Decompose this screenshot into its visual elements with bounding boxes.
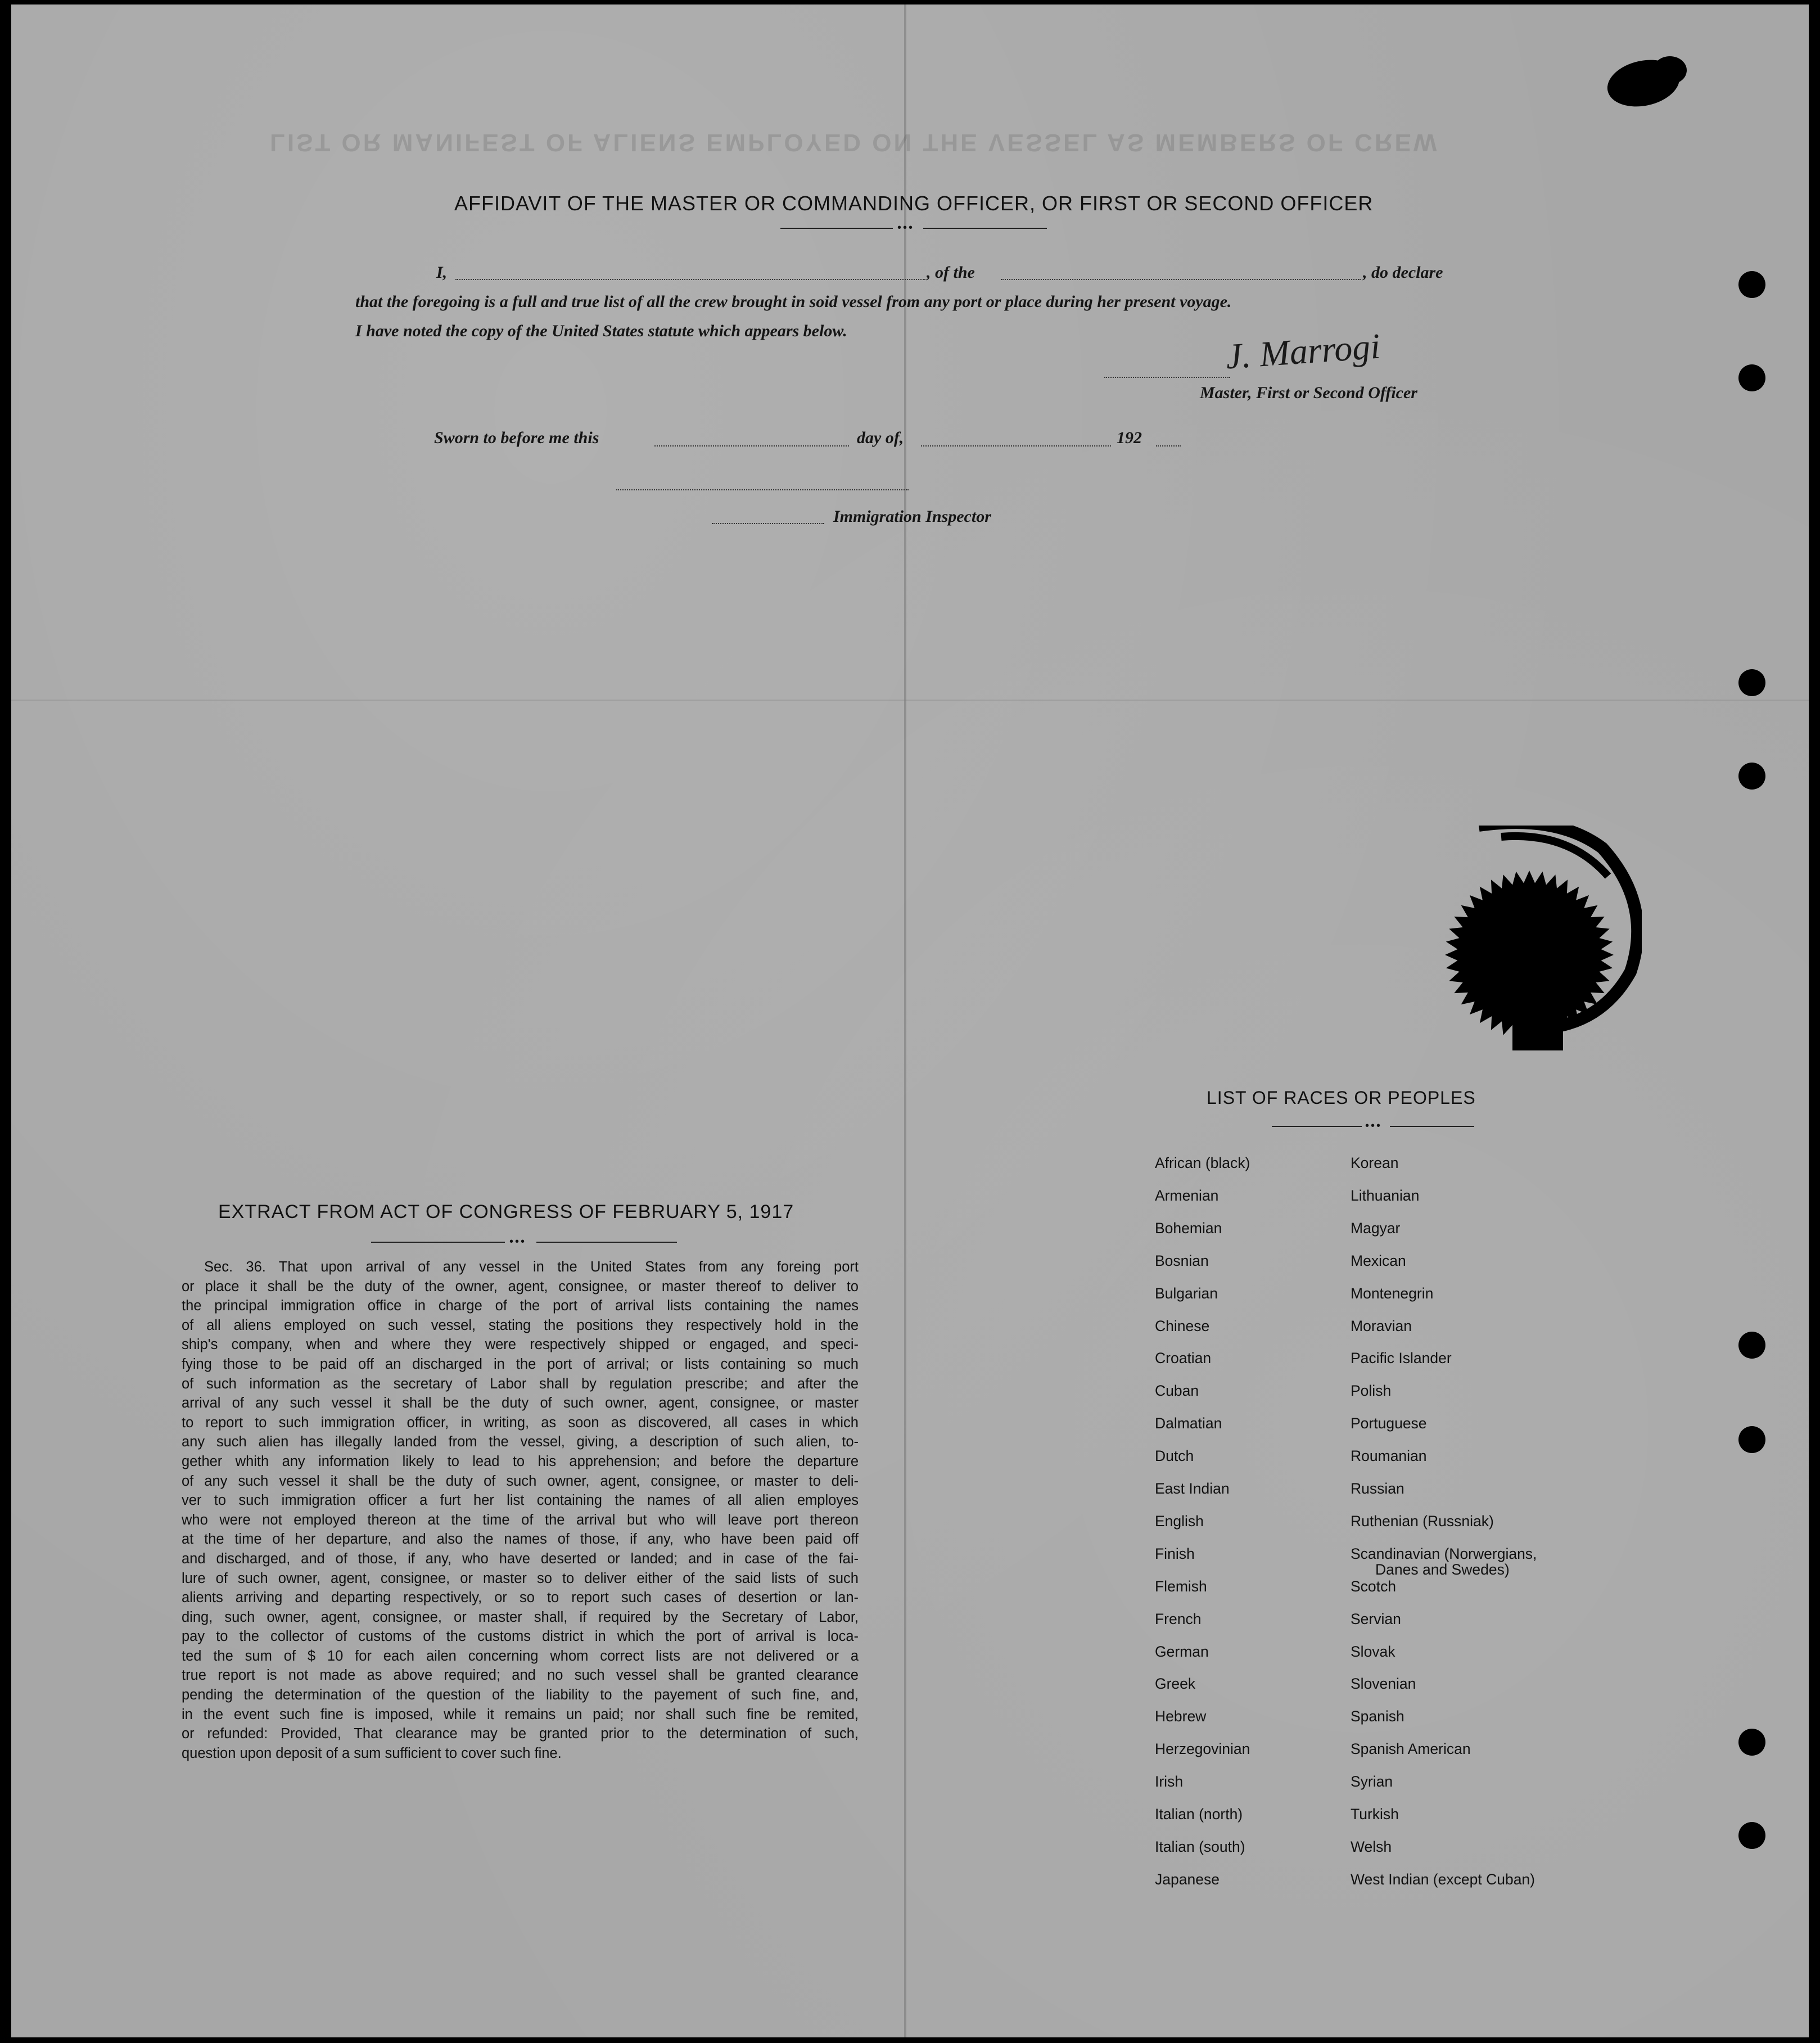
races-column-1 xyxy=(1155,1155,1324,1897)
act-line: the principal immigration office in charge of the port of arrival lists containing the names xyxy=(182,1298,859,1314)
act-line: ted the sum of $ 10 for each ailen concerning whom correct lists are not delivered or a xyxy=(182,1648,859,1664)
inspector-signature-line[interactable] xyxy=(616,489,909,490)
race-item: German xyxy=(1155,1643,1209,1660)
race-item: African (black) xyxy=(1155,1154,1250,1171)
affidavit-line-2: that the foregoing is a full and true list of all the crew brought in soid vessel from any port or place during her present voyage. xyxy=(355,292,1232,311)
act-line: pay to the collector of customs of the customs district in which the port of arrival is loca- xyxy=(182,1629,859,1645)
race-item: Roumanian xyxy=(1351,1447,1427,1465)
act-line: of all aliens employed on such vessel, stating the positions they respectively hold in the xyxy=(182,1317,859,1333)
race-item: Moravian xyxy=(1351,1317,1412,1334)
act-line: arrival of any such vessel it shall be the duty of such owner, agent, consignee, or master xyxy=(182,1395,859,1411)
race-item: Chinese xyxy=(1155,1317,1210,1334)
race-item: Finish xyxy=(1155,1545,1195,1562)
act-line: or place it shall be the duty of the owner, agent, consignee, or master thereof to deliver to xyxy=(182,1278,859,1295)
ink-blot-edge xyxy=(1653,56,1687,84)
act-line: fying those to be paid off an discharged in the port of arrival; or lists containing so much xyxy=(182,1356,859,1372)
race-item: Croatian xyxy=(1155,1350,1212,1367)
binder-hole xyxy=(1738,669,1765,696)
inspector-label: Immigration Inspector xyxy=(833,507,991,526)
master-signature: J. Marrogi xyxy=(1224,326,1382,377)
race-item: Spanish American xyxy=(1351,1740,1471,1758)
race-item: East Indian xyxy=(1155,1480,1230,1497)
race-item: Montenegrin xyxy=(1351,1284,1434,1302)
act-rule-left xyxy=(371,1242,505,1243)
binder-hole xyxy=(1738,1729,1765,1756)
race-item: Magyar xyxy=(1351,1219,1401,1237)
act-line: alients arriving and departing respectively, or so to report such cases of desertion or lan- xyxy=(182,1590,859,1606)
signature-caption: Master, First or Second Officer xyxy=(1200,384,1417,402)
horizontal-fold-crease xyxy=(11,700,1809,701)
race-item: Ruthenian (Russniak) xyxy=(1351,1512,1494,1530)
race-item: Polish xyxy=(1351,1382,1392,1400)
race-item: Scandinavian (Norwergians, Danes and Swedes) xyxy=(1351,1545,1537,1578)
race-item: Italian (north) xyxy=(1155,1806,1243,1823)
race-item: Armenian xyxy=(1155,1187,1219,1204)
act-line: ding, such owner, agent, consignee, or master shall, if required by the Secretary of Labor, xyxy=(182,1609,859,1625)
year-label: 192 xyxy=(1117,429,1142,447)
races-column-2 xyxy=(1351,1155,1609,1897)
race-item: West Indian (except Cuban) xyxy=(1351,1870,1535,1888)
act-line: Sec. 36. That upon arrival of any vessel in the United States from any foreing port xyxy=(204,1259,859,1275)
race-item: Bosnian xyxy=(1155,1252,1209,1269)
race-item: Portuguese xyxy=(1351,1415,1427,1432)
affidavit-i-label: I, xyxy=(436,263,448,282)
race-item: Servian xyxy=(1351,1610,1401,1627)
document-page xyxy=(11,4,1809,2037)
affidavit-rule-dots: ••• xyxy=(897,222,915,234)
binder-hole xyxy=(1738,271,1765,298)
act-line: any such alien has illegally landed from the vessel, giving, a description of such alien, to- xyxy=(182,1434,859,1450)
sworn-year-field[interactable] xyxy=(1156,445,1181,447)
affidavit-rule-left xyxy=(780,228,893,229)
race-item: Pacific Islander xyxy=(1351,1350,1452,1367)
race-item: Bulgarian xyxy=(1155,1284,1218,1302)
race-item: Italian (south) xyxy=(1155,1838,1245,1855)
act-line: lure of such owner, agent, consignee, or master so to deliver either of the said lists of such xyxy=(182,1570,859,1586)
day-of-label: day of, xyxy=(857,429,904,447)
races-rule-left xyxy=(1272,1126,1362,1127)
race-item: Herzegovinian xyxy=(1155,1740,1250,1758)
act-rule-right xyxy=(536,1242,677,1243)
race-item: Welsh xyxy=(1351,1838,1392,1855)
binder-hole xyxy=(1738,364,1765,391)
signature-line xyxy=(1104,377,1230,378)
race-item: Japanese xyxy=(1155,1870,1220,1888)
race-item: Dalmatian xyxy=(1155,1415,1222,1432)
race-item: Korean xyxy=(1351,1154,1399,1171)
race-item: Scotch xyxy=(1351,1577,1397,1595)
sworn-day-field[interactable] xyxy=(654,445,849,447)
race-item: Slovak xyxy=(1351,1643,1396,1660)
race-item: Hebrew xyxy=(1155,1708,1207,1725)
race-item: English xyxy=(1155,1512,1204,1530)
sworn-month-field[interactable] xyxy=(921,445,1111,447)
race-item: Cuban xyxy=(1155,1382,1199,1400)
race-item: Turkish xyxy=(1351,1806,1399,1823)
races-rule-right xyxy=(1390,1126,1474,1127)
vessel-name-field[interactable] xyxy=(1001,279,1361,280)
race-item: Bohemian xyxy=(1155,1219,1222,1237)
affidavit-do-declare-label: , do declare xyxy=(1363,263,1443,282)
binder-hole xyxy=(1738,1332,1765,1359)
act-line: or refunded: Provided, That clearance may be granted prior to the determination of such, xyxy=(182,1726,859,1742)
binder-hole xyxy=(1738,1822,1765,1849)
act-line: and discharged, and of those, if any, who have deserted or landed; and in case of the fai- xyxy=(182,1550,859,1567)
bleed-through-header: LIST OR MANIFEST OF ALIENS EMPLOYED ON THE VESSEL AS MEMBERS OF CREW xyxy=(270,129,1439,156)
act-line: at the time of her departure, and also the names of those, if any, who have been paid off xyxy=(182,1531,859,1548)
race-item: French xyxy=(1155,1610,1202,1627)
races-rule-dots: ••• xyxy=(1365,1120,1383,1132)
act-line: who were not employed thereon at the time of the arrival but who will leave port thereon xyxy=(182,1512,859,1528)
binder-hole xyxy=(1738,763,1765,790)
act-line: ship's company, when and where they were respectively shipped or engaged, and speci- xyxy=(182,1337,859,1353)
act-line: true report is not made as above required; and no such vessel shall be granted clearance xyxy=(182,1667,859,1684)
race-item: Syrian xyxy=(1351,1773,1393,1791)
race-item: Slovenian xyxy=(1351,1675,1416,1693)
act-line: ver to such immigration officer a furt her list containing the names of all alien employes xyxy=(182,1492,859,1509)
act-line: question upon deposit of a sum sufficient to cover such fine. xyxy=(182,1745,562,1761)
binder-hole xyxy=(1738,1426,1765,1453)
act-line: to report to such immigration officer, in writing, as soon as discovered, all cases in which xyxy=(182,1414,859,1431)
act-heading: EXTRACT FROM ACT OF CONGRESS OF FEBRUARY 5, 1917 xyxy=(218,1201,794,1223)
affidavit-rule-right xyxy=(923,228,1047,229)
affidavit-heading: AFFIDAVIT OF THE MASTER OR COMMANDING OFFICER, OR FIRST OR SECOND OFFICER xyxy=(454,192,1374,215)
act-line: of such information as the secretary of Labor shall by regulation prescribe; and after the xyxy=(182,1375,859,1392)
race-item: Dutch xyxy=(1155,1447,1194,1465)
race-item: Russian xyxy=(1351,1480,1404,1497)
race-item: Greek xyxy=(1155,1675,1196,1693)
act-line: gether whith any information likely to lead to his apprehension; and before the departure xyxy=(182,1453,859,1469)
act-line: of any such vessel it shall be the duty of such owner, agent, consignee, or master to deli- xyxy=(182,1473,859,1489)
affidavit-of-the-label: , of the xyxy=(927,263,975,282)
race-item: Irish xyxy=(1155,1773,1184,1791)
race-item: Lithuanian xyxy=(1351,1187,1420,1204)
sworn-label: Sworn to before me this xyxy=(434,429,599,447)
race-item: Flemish xyxy=(1155,1577,1207,1595)
act-section-36 xyxy=(182,1257,859,1763)
race-item: Spanish xyxy=(1351,1708,1404,1725)
races-heading: LIST OF RACES OR PEOPLES xyxy=(1207,1088,1476,1108)
race-item: Mexican xyxy=(1351,1252,1406,1269)
master-name-field[interactable] xyxy=(455,279,925,280)
affidavit-line-3: I have noted the copy of the United States statute which appears below. xyxy=(355,322,847,340)
inspector-prefix-line xyxy=(712,523,824,524)
act-rule-dots: ••• xyxy=(509,1235,527,1248)
act-line: pending the determination of the question of the liability to the payement of such fine, and, xyxy=(182,1687,859,1703)
act-line: in the event such fine is imposed, while it remains un paid; nor shall such fine be remited, xyxy=(182,1706,859,1722)
wax-seal xyxy=(1417,826,1642,1050)
